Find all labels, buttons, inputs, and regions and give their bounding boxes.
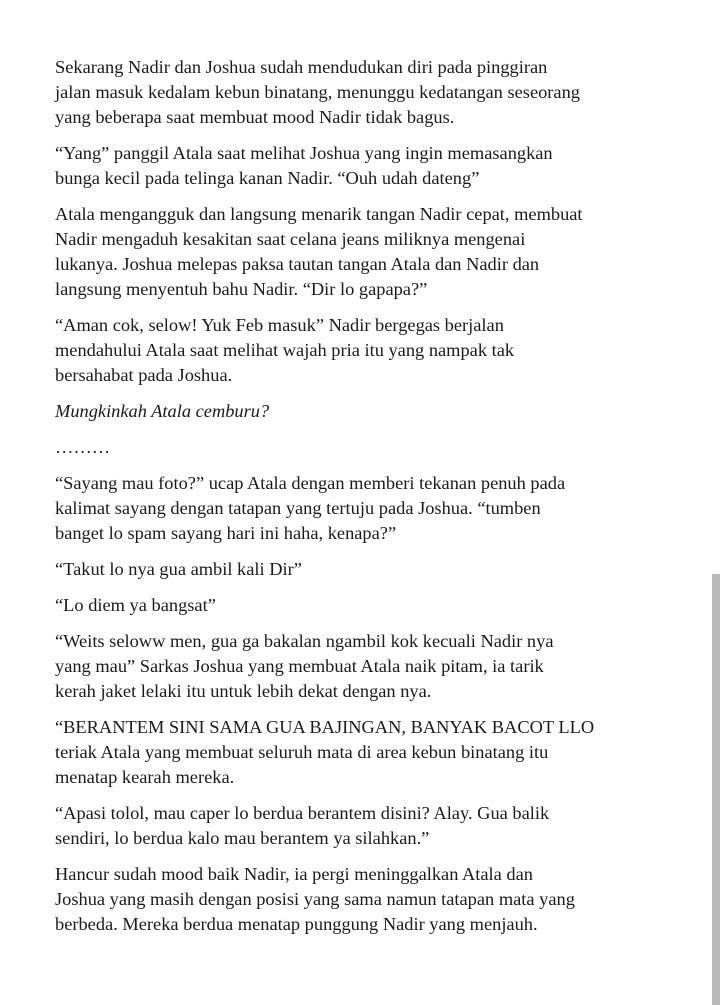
- text-line: banget lo spam sayang hari ini haha, kenapa?”: [55, 523, 397, 543]
- text-line: bersahabat pada Joshua.: [55, 365, 233, 385]
- text-line: “Aman cok, selow! Yuk Feb masuk” Nadir bergegas berjalan: [55, 315, 504, 335]
- text-line: berbeda. Mereka berdua menatap punggung Nadir yang menjauh.: [55, 914, 538, 934]
- paragraph: [55, 202, 665, 302]
- text-line: “Apasi tolol, mau caper lo berdua berantem disini? Alay. Gua balik: [55, 803, 550, 823]
- text-line: “Takut lo nya gua ambil kali Dir”: [55, 559, 302, 579]
- document-page: [55, 55, 665, 948]
- text-line: “BERANTEM SINI SAMA GUA BAJINGAN, BANYAK BACOT LLO: [55, 717, 595, 737]
- paragraph: [55, 435, 665, 460]
- paragraph: [55, 557, 665, 582]
- text-line: “Lo diem ya bangsat”: [55, 595, 216, 615]
- paragraph: [55, 471, 665, 546]
- paragraph: [55, 55, 665, 130]
- text-line: teriak Atala yang membuat seluruh mata di area kebun binatang itu: [55, 742, 549, 762]
- text-line: “Sayang mau foto?” ucap Atala dengan memberi tekanan penuh pada: [55, 473, 566, 493]
- paragraph: [55, 801, 665, 851]
- text-line: jalan masuk kedalam kebun binatang, menunggu kedatangan seseorang: [55, 82, 580, 102]
- paragraph: [55, 629, 665, 704]
- text-line: Sekarang Nadir dan Joshua sudah mendudukan diri pada pinggiran: [55, 57, 548, 77]
- text-line: sendiri, lo berdua kalo mau berantem ya silahkan.”: [55, 828, 430, 848]
- text-line: lukanya. Joshua melepas paksa tautan tangan Atala dan Nadir dan: [55, 254, 540, 274]
- paragraph: [55, 399, 665, 424]
- text-line: ………: [55, 437, 111, 457]
- vertical-scrollbar[interactable]: [712, 574, 720, 1005]
- text-line: kerah jaket lelaki itu untuk lebih dekat dengan nya.: [55, 681, 432, 701]
- text-line: yang beberapa saat membuat mood Nadir tidak bagus.: [55, 107, 455, 127]
- paragraph: [55, 862, 665, 937]
- text-line: Hancur sudah mood baik Nadir, ia pergi meninggalkan Atala dan: [55, 864, 533, 884]
- paragraph: [55, 141, 665, 191]
- text-line: Atala mengangguk dan langsung menarik tangan Nadir cepat, membuat: [55, 204, 583, 224]
- text-line: Mungkinkah Atala cemburu?: [55, 401, 270, 421]
- text-line: yang mau” Sarkas Joshua yang membuat Atala naik pitam, ia tarik: [55, 656, 544, 676]
- text-line: menatap kearah mereka.: [55, 767, 235, 787]
- text-line: “Yang” panggil Atala saat melihat Joshua yang ingin memasangkan: [55, 143, 553, 163]
- text-line: Nadir mengaduh kesakitan saat celana jeans miliknya mengenai: [55, 229, 526, 249]
- text-line: kalimat sayang dengan tatapan yang tertuju pada Joshua. “tumben: [55, 498, 541, 518]
- text-line: bunga kecil pada telinga kanan Nadir. “Ouh udah dateng”: [55, 168, 480, 188]
- text-line: langsung menyentuh bahu Nadir. “Dir lo gapapa?”: [55, 279, 428, 299]
- text-line: “Weits seloww men, gua ga bakalan ngambil kok kecuali Nadir nya: [55, 631, 554, 651]
- paragraph: [55, 313, 665, 388]
- text-line: mendahului Atala saat melihat wajah pria itu yang nampak tak: [55, 340, 515, 360]
- text-line: Joshua yang masih dengan posisi yang sama namun tatapan mata yang: [55, 889, 575, 909]
- paragraph: [55, 593, 665, 618]
- paragraph: [55, 715, 665, 790]
